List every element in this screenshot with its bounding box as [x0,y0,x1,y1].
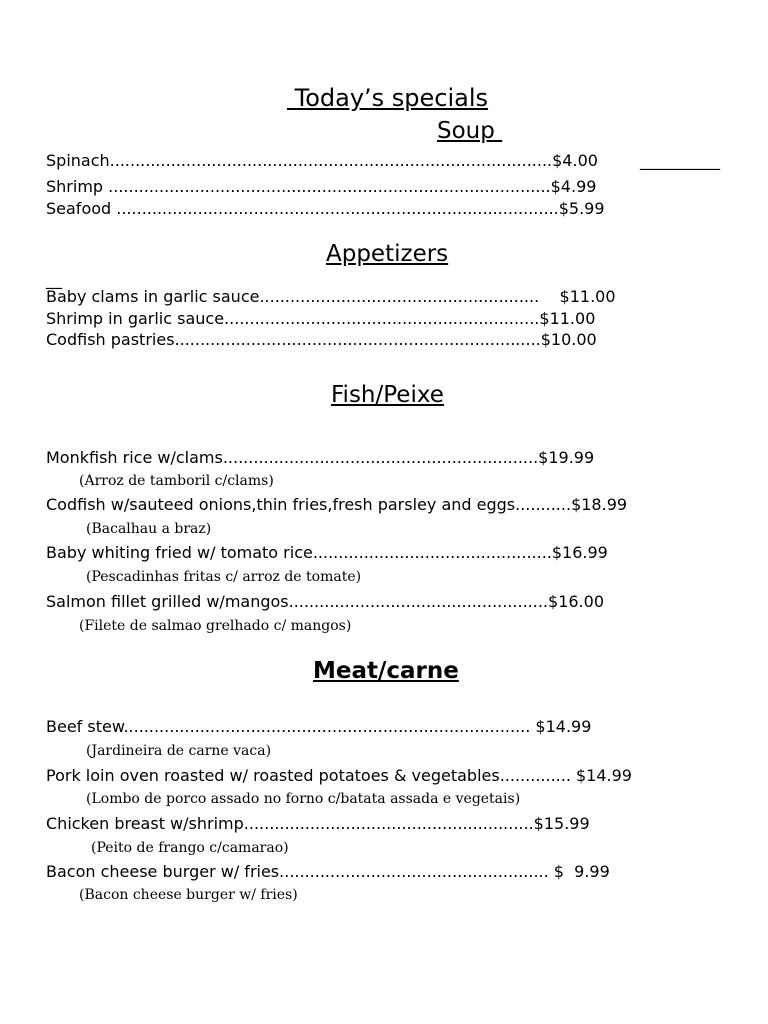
soup-item-spinach: Spinach.......................................................................................$4.00 [46,151,598,170]
page-title: Today’s specials [287,84,489,112]
fish-item-salmon-sub: (Filete de salmao grelhado c/ mangos) [79,618,352,634]
fish-item-salmon: Salmon fillet grilled w/mangos...................................................$16.00 [46,592,604,611]
meat-item-chicken-breast-sub: (Peito de frango c/camarao) [91,840,289,856]
appetizer-item-baby-clams: Baby clams in garlic sauce....................................................... $11.00 [46,287,616,306]
fish-heading: Fish/Peixe [331,382,444,408]
appetizers-heading: Appetizers [326,241,449,267]
meat-item-bacon-burger: Bacon cheese burger w/ fries..................................................... $ 9.99 [46,862,610,881]
fish-item-codfish: Codfish w/sauteed onions,thin fries,fresh parsley and eggs...........$18.99 [46,495,628,514]
meat-item-pork-loin: Pork loin oven roasted w/ roasted potatoes & vegetables.............. $14.99 [46,766,632,785]
appetizer-item-codfish-pastries: Codfish pastries........................................................................$10.00 [46,330,597,349]
fish-item-monkfish-sub: (Arroz de tamboril c/clams) [79,473,274,489]
fish-item-monkfish: Monkfish rice w/clams..............................................................$19.99 [46,448,595,467]
appetizers-dash: __ [46,270,62,289]
meat-item-beef-stew-sub: (Jardineira de carne vaca) [86,743,272,759]
meat-item-chicken-breast: Chicken breast w/shrimp.........................................................$15.99 [46,814,590,833]
fish-item-baby-whiting: Baby whiting fried w/ tomato rice...............................................$16.99 [46,543,608,562]
meat-item-bacon-burger-sub: (Bacon cheese burger w/ fries) [79,887,298,903]
appetizer-item-shrimp-garlic: Shrimp in garlic sauce..............................................................$11.00 [46,309,596,328]
fish-item-baby-whiting-sub: (Pescadinhas fritas c/ arroz de tomate) [86,569,362,585]
soup-item-seafood: Seafood .......................................................................................$5.99 [46,199,605,218]
fish-item-codfish-sub: (Bacalhau a braz) [86,521,212,537]
soup-rule: __________ [640,151,720,170]
meat-item-beef-stew: Beef stew................................................................................ $14.99 [46,717,592,736]
meat-item-pork-loin-sub: (Lombo de porco assado no forno c/batata assada e vegetais) [86,791,521,807]
meat-heading: Meat/carne [313,658,459,684]
soup-heading: Soup [437,118,503,144]
soup-item-shrimp: Shrimp .......................................................................................$4.99 [46,177,597,196]
